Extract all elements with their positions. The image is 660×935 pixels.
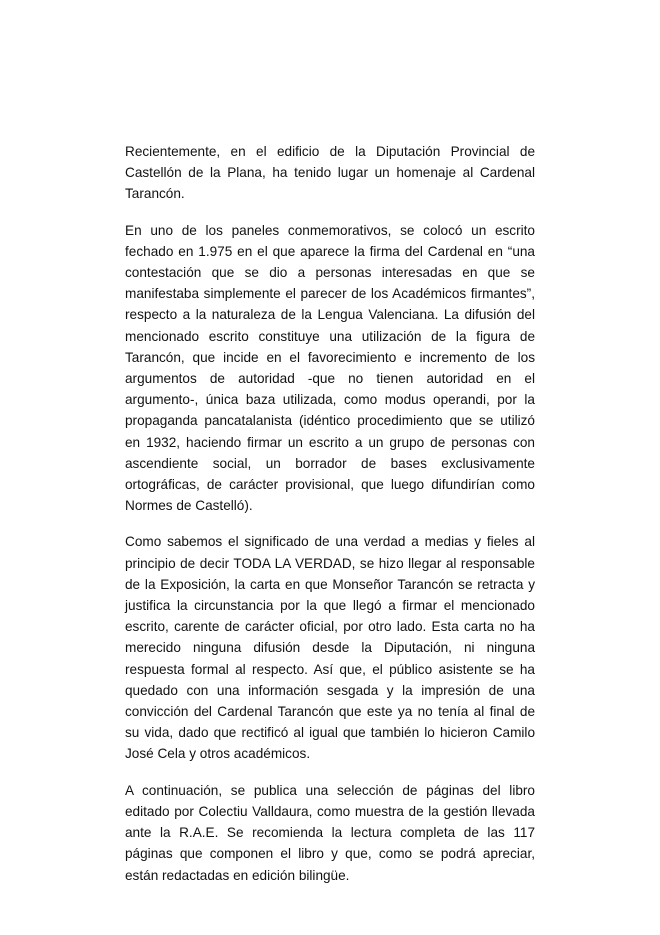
paragraph-seleccion-libro: A continuación, se publica una selección de páginas del libro editado por Colectiu Valldaura, como muestra de la gestión llevada ante la R.A.E. Se recomienda la lectura completa de las 117 páginas que componen el libro y que, como se podrá apreciar, están redactadas en edición bilingüe. <box>125 782 535 883</box>
paragraph-toda-la-verdad: Como sabemos el significado de una verdad a medias y fieles al principio de decir TODA LA VERDAD, se hizo llegar al responsable de la Exposición, la carta en que Monseñor Tarancón se retracta y justifica la circunstancia por la que llegó a firmar el mencionado escrito, carente de carácter oficial, por otro lado. Esta carta no ha merecido ninguna difusión desde la Diputación, ni ninguna respuesta formal al respecto. Así que, el público asistente se ha quedado con una información sesgada y la impresión de una convicción del Cardenal Tarancón que este ya no tenía al final de su vida, dado que rectificó al igual que también lo hicieron Camilo José Cela y otros académicos. <box>125 534 535 762</box>
document-body <box>125 141 535 886</box>
paragraph-escrito-1975: En uno de los paneles conmemorativos, se colocó un escrito fechado en 1.975 en el que aparece la firma del Cardenal en “una contestación que se dio a personas interesadas en que se manifestaba simplemente el parecer de los Académicos firmantes”, respecto a la naturaleza de la Lengua Valenciana. La difusión del mencionado escrito constituye una utilización de la figura de Tarancón, que incide en el favorecimiento e incremento de los argumentos de autoridad -que no tienen autoridad en el argumento-, única baza utilizada, como modus operandi, por la propaganda pancatalanista (idéntico procedimiento que se utilizó en 1932, haciendo firmar un escrito a un grupo de personas con ascendiente social, un borrador de bases exclusivamente ortográficas, de carácter provisional, que luego difundirían como Normes de Castelló). <box>125 222 535 514</box>
paragraph-homenaje: Recientemente, en el edificio de la Diputación Provincial de Castellón de la Plana, ha tenido lugar un homenaje al Cardenal Tarancón. <box>125 144 535 202</box>
